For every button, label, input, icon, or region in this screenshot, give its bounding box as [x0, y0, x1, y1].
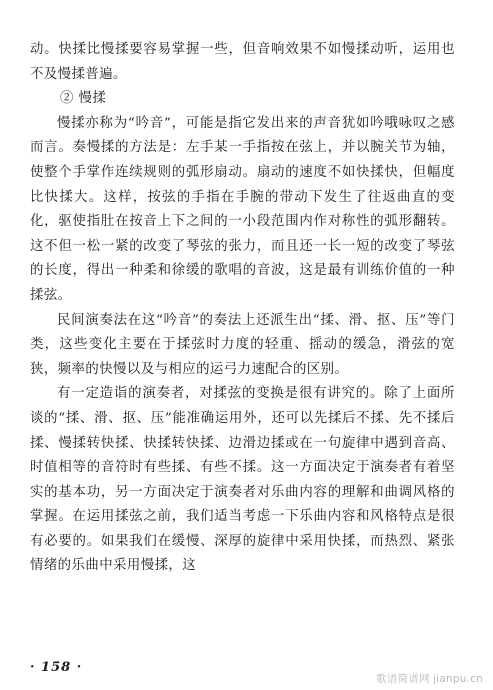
paragraph-folk-variants: 民间演奏法在这“吟音”的奏法上还派生出“揉、滑、抠、压”等门类，这些变化主要在于揉弦时力度的轻重、摇动的缓急，滑弦的宽狭，频率的快慢以及与相应的运弓力速配合的区别。	[30, 312, 455, 377]
page-number: · 158 ·	[30, 660, 83, 675]
page-body	[30, 38, 455, 579]
paragraph-continuation: 动。快揉比慢揉要容易掌握一些，但音响效果不如慢揉动听，运用也不及慢揉普遍。	[30, 42, 455, 82]
section-heading-slow-vibrato: ② 慢揉	[60, 91, 107, 107]
paragraph-slow-vibrato-method: 慢揉亦称为“吟音”，可能是指它发出来的声音犹如吟哦咏叹之感而言。奏慢揉的方法是：左手某一手指按在弦上，并以腕关节为轴，使整个手掌作连续规则的弧形扇动。扇动的速度不如快揉快，但幅度比快揉大。这样，按弦的手指在手腕的带动下发生了往返曲直的变化，驱使指肚在按音上下之间的一小段范围内作对称性的弧形翻转。这不但一松一紧的改变了琴弦的张力，而且还一长一短的改变了琴弦的长度，得出一种柔和徐缓的歌唱的音波，这是最有训练价值的一种揉弦。	[30, 115, 455, 303]
watermark: 歌谱简谱网 jianpu.cn	[376, 673, 483, 685]
paragraph-vibrato-variation: 有一定造诣的演奏者，对揉弦的变换是很有讲究的。除了上面所谈的“揉、滑、抠、压”能准确运用外，还可以先揉后不揉、先不揉后揉、慢揉转快揉、快揉转快揉、边滑边揉或在一句旋律中遇到音高、时值相等的音符时有些揉、有些不揉。这一方面决定于演奏者有着坚实的基本功，另一方面决定于演奏者对乐曲内容的理解和曲调风格的掌握。在运用揉弦之前，我们适当考虑一下乐曲内容和风格特点是很有必要的。如果我们在缓慢、深厚的旋律中采用快揉，而热烈、紧张情绪的乐曲中采用慢揉，这	[30, 386, 455, 574]
